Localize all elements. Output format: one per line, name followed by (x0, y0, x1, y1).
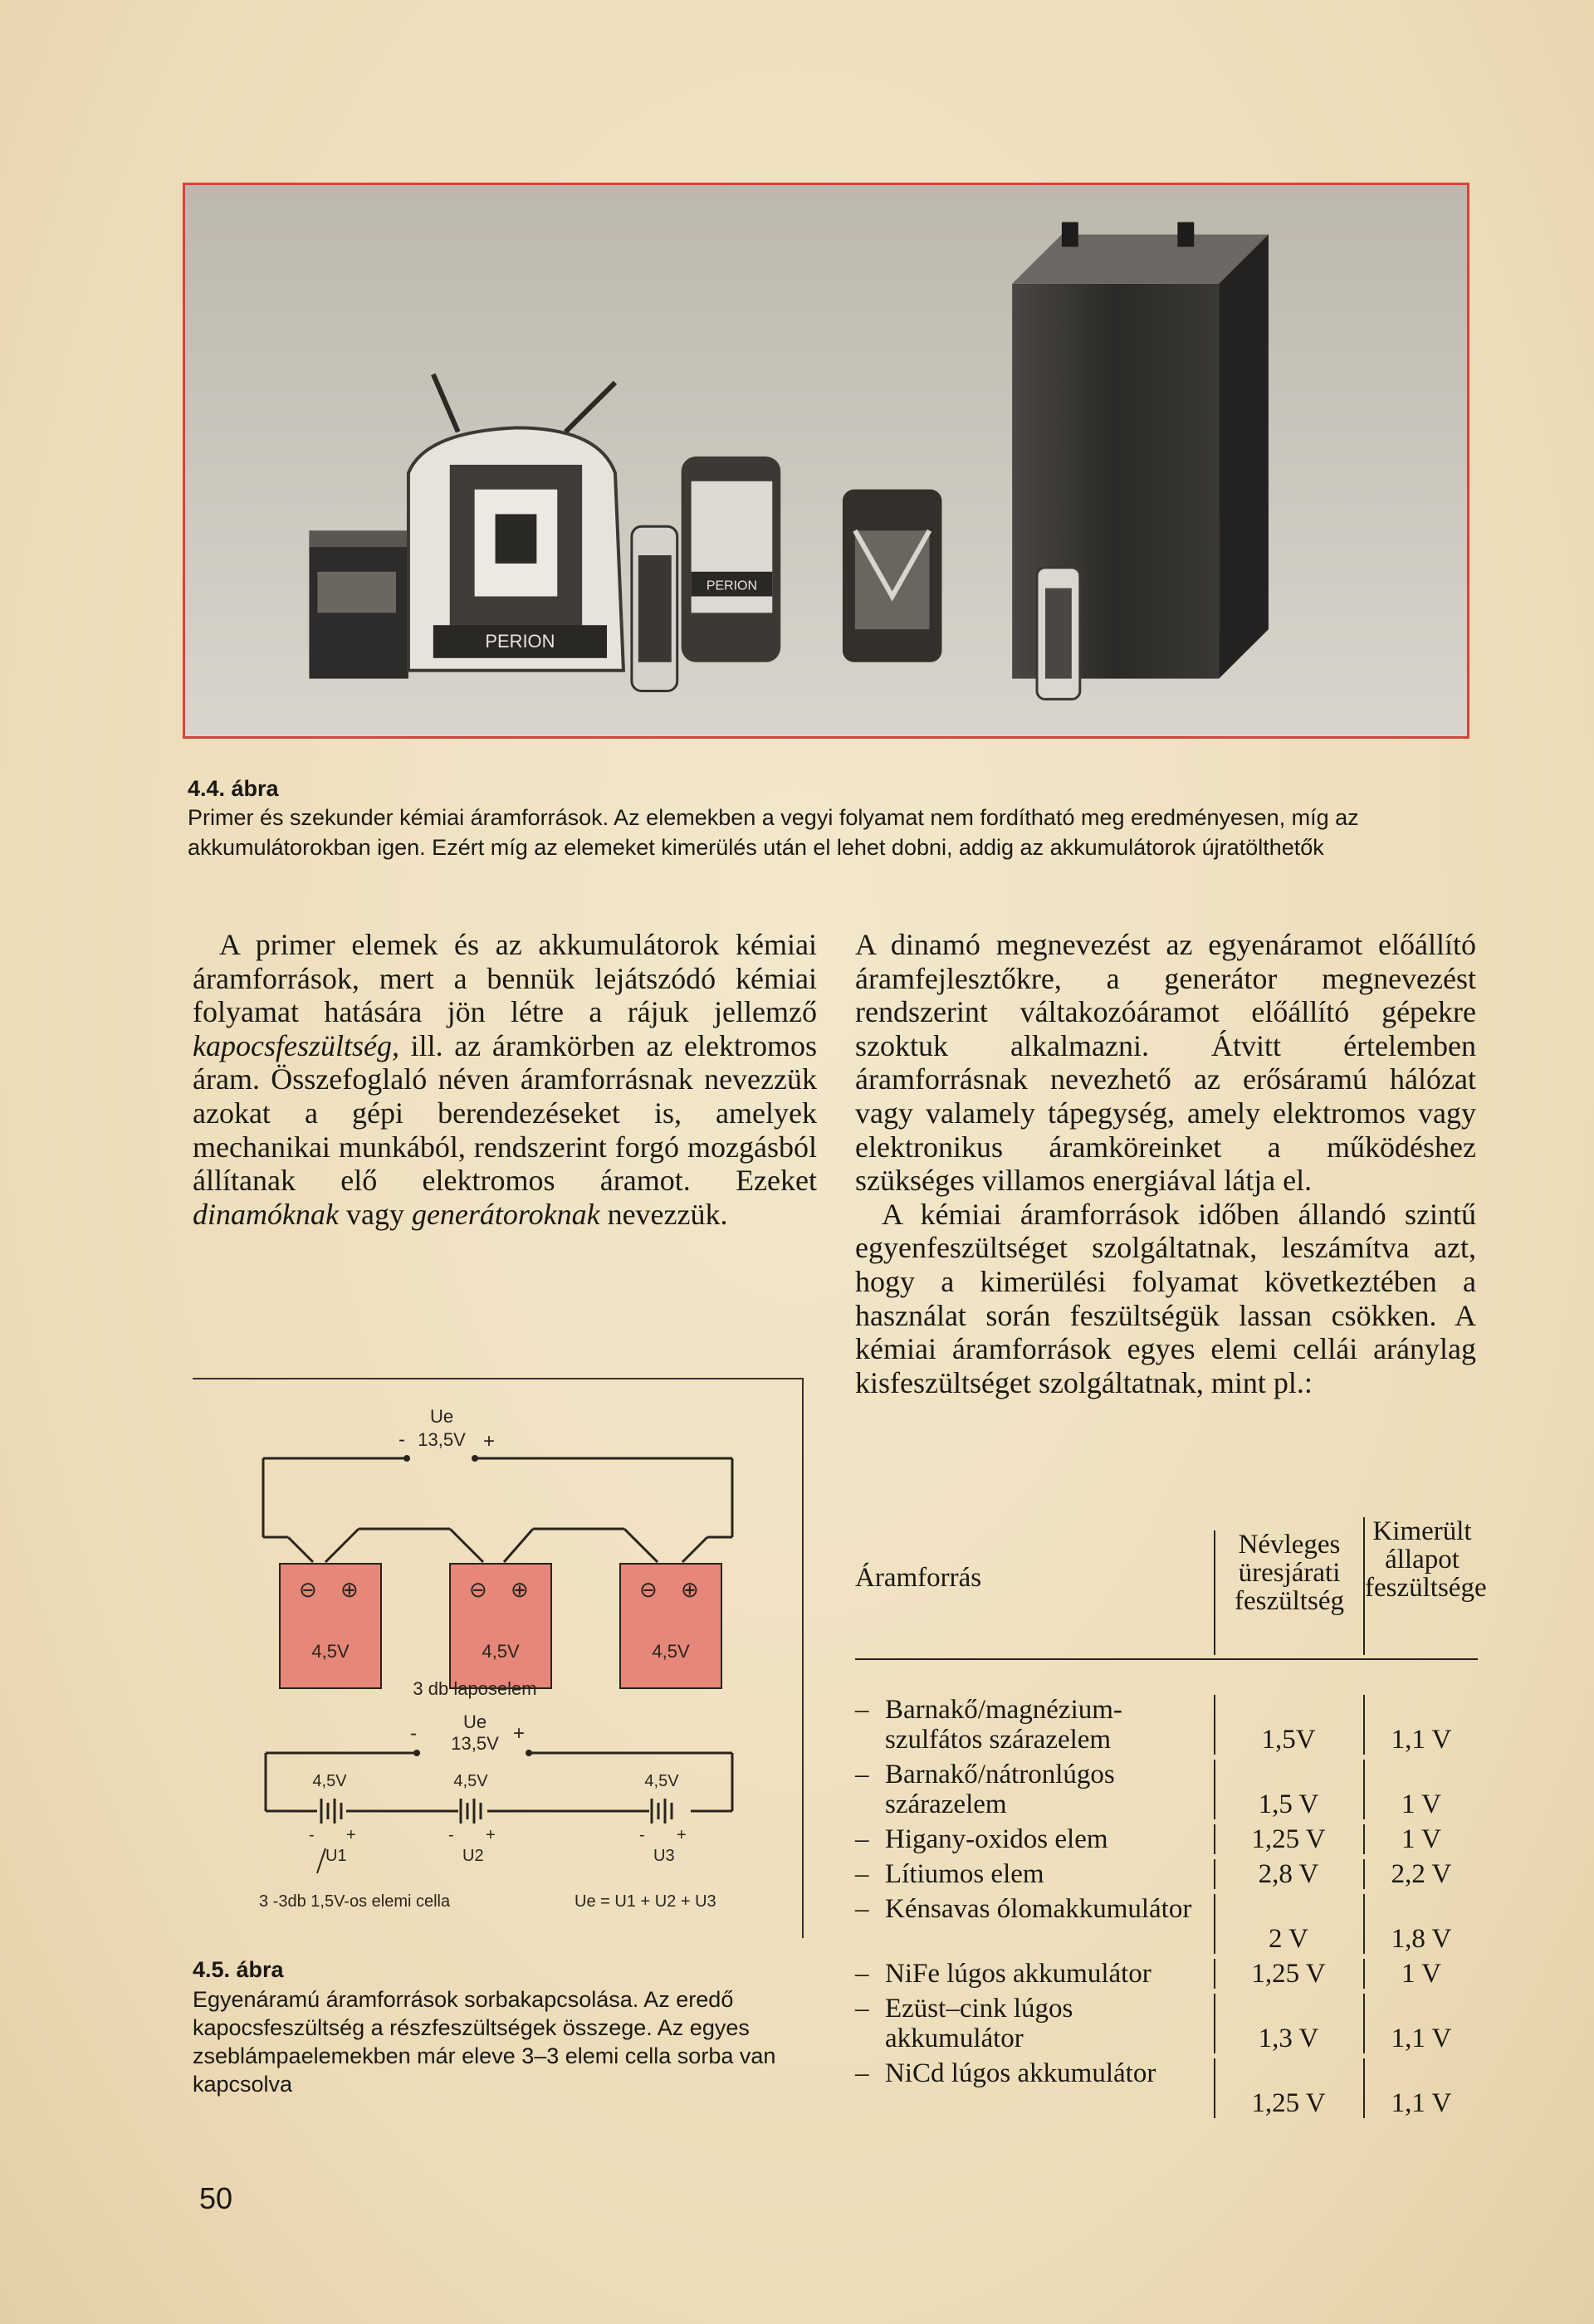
page-number: 50 (199, 2181, 233, 2215)
cell-1-minus: - (309, 1826, 315, 1844)
battery-3 (620, 1564, 721, 1688)
row-dash: – (855, 1824, 869, 1854)
d-cell (682, 456, 781, 662)
table-row (855, 1760, 1478, 1819)
keyword-kapocsfeszultseg: kapocsfeszültség, (193, 1028, 399, 1062)
table-row (855, 2058, 1478, 2118)
cell-source (855, 1824, 1212, 1854)
cell-nominal: 1,25 V (1214, 2058, 1362, 2118)
perion-label-1: PERION (485, 631, 555, 652)
figure-4-5-number: 4.5. ábra (193, 1957, 284, 1982)
cell-source (855, 1859, 1212, 1889)
cell-2-minus: - (448, 1826, 454, 1844)
cell-source (855, 1760, 1212, 1819)
battery-2-voltage: 4,5V (482, 1641, 520, 1662)
bottom-ue-value: 13,5V (451, 1733, 499, 1754)
battery-2-plus-icon: ⊕ (511, 1578, 529, 1603)
cell-nominal: 2 V (1214, 1894, 1362, 1954)
bottom-minus: - (410, 1722, 417, 1745)
cylinder-accumulator (1037, 568, 1080, 700)
battery-2 (450, 1564, 551, 1688)
left-paragraph (193, 928, 817, 1231)
cell-1-plus: + (346, 1826, 356, 1844)
cell-3-plus: + (677, 1826, 687, 1844)
row-dash: – (855, 1994, 869, 2024)
cell-nominal: 1,3 V (1214, 1994, 1362, 2053)
cell-2-voltage: 4,5V (453, 1772, 488, 1790)
battery-photo (183, 183, 1469, 739)
u3-label: U3 (653, 1847, 675, 1865)
source-name: Ezüst–cink lúgos akkumulátor (885, 1994, 1073, 2053)
aa-cell (632, 526, 677, 691)
header-source: Áramforrás (855, 1563, 982, 1593)
row-dash: – (855, 1859, 869, 1889)
right-column (855, 928, 1476, 1399)
batteries-label: 3 db laposelem (413, 1678, 537, 1699)
cell-discharged: 2,2 V (1363, 1859, 1478, 1889)
source-name: Kénsavas ólomakkumulátor (885, 1894, 1192, 1924)
source-name: Barnakő/magnézium-szulfátos szárazelem (885, 1695, 1122, 1755)
bottom-ue-label: Ue (462, 1711, 487, 1732)
battery-3-minus-icon: ⊖ (639, 1578, 658, 1603)
cell-nominal: 1,5 V (1214, 1760, 1362, 1819)
top-plus: + (483, 1430, 496, 1452)
row-dash: – (855, 1959, 869, 1989)
bottom-plus: + (513, 1722, 526, 1745)
row-dash: – (855, 1894, 869, 1924)
source-name: NiFe lúgos akkumulátor (885, 1959, 1151, 1989)
cell-2-plus: + (486, 1826, 496, 1844)
top-minus: - (398, 1428, 405, 1451)
cell-source (855, 2058, 1212, 2118)
cell-nominal: 2,8 V (1214, 1859, 1362, 1889)
battery-1-voltage: 4,5V (311, 1641, 350, 1662)
battery-3-voltage: 4,5V (652, 1641, 690, 1662)
table-row (855, 1894, 1478, 1954)
cell-discharged: 1 V (1363, 1760, 1478, 1819)
battery-2-minus-icon: ⊖ (469, 1578, 487, 1603)
cell-source (855, 1994, 1212, 2053)
cell-nominal: 1,5V (1214, 1695, 1362, 1755)
u2-label: U2 (462, 1847, 484, 1865)
keyword-dinamok: dinamóknak (193, 1197, 339, 1231)
figure-4-4-number: 4.4. ábra (188, 776, 279, 801)
right-paragraph-1: A dinamó megnevezést az egyenáramot előállító áramfejlesztőkre, a generátor megnevezést rendszerint váltakozóáramot előállító gépekre szoktuk alkalmazni. Átvitt értelemben áramforrásnak nevezhető az erősáramú hálózat vagy valamely tápegység, amely elektromos vagy elektronikus áramköreinket a működéshez szükséges villamos energiával látja el. (855, 928, 1476, 1198)
flat-battery-small (309, 530, 408, 678)
cell-discharged: 1 V (1363, 1959, 1478, 1989)
cell-1-voltage: 4,5V (312, 1772, 347, 1790)
table-row (855, 1824, 1478, 1854)
cell-source (855, 1959, 1212, 1989)
source-name: Barnakő/nátronlúgos szárazelem (885, 1760, 1115, 1819)
table-row (855, 1994, 1478, 2053)
source-name: Higany-oxidos elem (885, 1824, 1108, 1854)
battery-3-plus-icon: ⊕ (681, 1578, 699, 1603)
source-name: Lítiumos elem (885, 1859, 1044, 1889)
table-row (855, 1959, 1478, 1989)
figure-4-4-caption: Primer és szekunder kémiai áramforrások. Az elemekben a vegyi folyamat nem fordítható meg eredményesen, míg az akkumulátorokban igen. Ezért míg az elemeket kimerülés után el lehet dobni, addig az akkumulátorok újratölthetők (188, 805, 1359, 860)
table-body (855, 1660, 1478, 2123)
cell-discharged: 1,1 V (1363, 1994, 1478, 2053)
table-row (855, 1695, 1478, 1755)
cells-note: 3 -3db 1,5V-os elemi cella (259, 1892, 451, 1911)
text-run: ill. az áramkörben az elektromos áram. Összefoglaló néven áramforrásnak nevezzük azokat a gépi berendezéseket is, amelyek mechanikai munkából, rendszerint forgó mozgásból állítanak elő elektromos áramot. Ezeket (193, 1028, 817, 1198)
cell-nominal: 1,25 V (1214, 1824, 1362, 1854)
cell-source (855, 1695, 1212, 1755)
keyword-generatorok: generátoroknak (411, 1197, 600, 1231)
table-header (855, 1509, 1487, 1660)
cell-discharged: 1,1 V (1363, 1695, 1478, 1755)
cell-3-voltage: 4,5V (644, 1772, 679, 1790)
cell-3-minus: - (639, 1826, 645, 1844)
circuit-diagram (193, 1378, 804, 1938)
perion-label-2: PERION (706, 579, 757, 593)
right-paragraph-2: A kémiai áramforrások időben állandó szintű egyenfeszültséget szolgáltatnak, leszámítva azt, hogy a kimerülési folyamat következtében a használat során feszültségük lassan csökken. A kémiai áramforrások egyes elemi cellái aránylag kisfeszültséget szolgáltatnak, mint pl.: (855, 1197, 1476, 1399)
header-nominal: Névleges üresjárati feszültség (1214, 1531, 1363, 1655)
cell-discharged: 1,8 V (1363, 1894, 1478, 1954)
battery-1 (280, 1564, 381, 1688)
battery-1-plus-icon: ⊕ (340, 1578, 359, 1603)
top-ue-value: 13,5V (418, 1429, 466, 1450)
text-run: A primer elemek és az akkumulátorok kémiai áramforrások, mert a bennük lejátszódó kémiai folyamat hatására jön létre a rájuk jellemző (193, 928, 817, 1029)
text-run: nevezzük. (599, 1197, 728, 1231)
left-column (193, 928, 817, 1231)
cell-nominal: 1,25 V (1214, 1959, 1362, 1989)
figure-4-5-caption: Egyenáramú áramforrások sorbakapcsolása. Az eredő kapocsfeszültség a részfeszültségek összege. Az egyes zseblámpaelemekben már eleve 3–3 elemi cella sorba van kapcsolva (193, 1987, 776, 2097)
row-dash: – (855, 2058, 869, 2088)
top-ue-label: Ue (429, 1406, 454, 1427)
cell-source (855, 1894, 1212, 1954)
battery-1-minus-icon: ⊖ (299, 1578, 317, 1603)
row-dash: – (855, 1760, 869, 1789)
text-run: vagy (338, 1197, 412, 1231)
header-discharged: Kimerült állapot feszültsége (1363, 1517, 1479, 1655)
voltage-table (855, 1509, 1487, 2123)
series-formula: Ue = U1 + U2 + U3 (575, 1892, 716, 1911)
cell-discharged: 1 V (1363, 1824, 1478, 1854)
row-dash: – (855, 1695, 869, 1725)
u1-label: U1 (325, 1847, 347, 1865)
table-row (855, 1859, 1478, 1889)
cell-discharged: 1,1 V (1363, 2058, 1478, 2118)
source-name: NiCd lúgos akkumulátor (885, 2058, 1156, 2088)
nine-volt-battery (843, 490, 942, 662)
